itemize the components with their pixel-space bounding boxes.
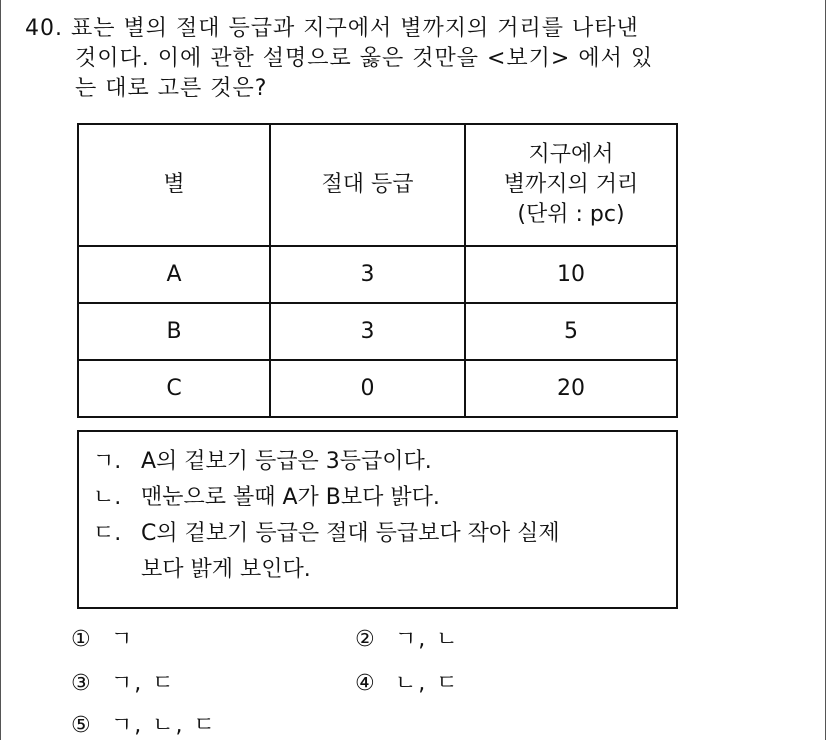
bogi-text-continuation: 보다 밝게 보인다. xyxy=(141,557,311,582)
choice-text: ㄱ, ㄷ xyxy=(111,671,176,696)
cell-abs-mag: 3 xyxy=(270,303,465,360)
bogi-text: C의 겉보기 등급은 절대 등급보다 작아 실제 xyxy=(141,521,560,546)
header-star: 별 xyxy=(78,124,270,246)
table-row xyxy=(78,303,677,360)
question-line-1: 40. 표는 별의 절대 등급과 지구에서 별까지의 거리를 나타낸 xyxy=(25,16,639,41)
bogi-mark: ㄱ. xyxy=(93,449,122,474)
cell-star: A xyxy=(78,246,270,303)
bogi-text: A의 겉보기 등급은 3등급이다. xyxy=(141,449,432,474)
bogi-statement xyxy=(93,480,676,516)
choice-number: ② xyxy=(355,627,377,652)
header-distance-line-2: 별까지의 거리 xyxy=(503,172,639,197)
choice-text: ㄱ, ㄴ, ㄷ xyxy=(111,713,217,738)
choice-number: ⑤ xyxy=(71,713,93,738)
question-text xyxy=(25,14,805,104)
choice-text: ㄴ, ㄷ xyxy=(395,671,460,696)
bogi-statement xyxy=(93,516,676,552)
header-distance xyxy=(465,124,677,246)
choice-number: ④ xyxy=(355,671,377,696)
question-line-2: 것이다. 이에 관한 설명으로 옳은 것만을 <보기> 에서 있 xyxy=(75,46,654,71)
answer-choice[interactable] xyxy=(355,666,460,697)
table-header-row xyxy=(78,124,677,246)
header-absolute-magnitude: 절대 등급 xyxy=(270,124,465,246)
cell-distance: 5 xyxy=(465,303,677,360)
answer-choice[interactable] xyxy=(71,666,176,697)
choice-text: ㄱ, ㄴ xyxy=(395,627,460,652)
cell-distance: 20 xyxy=(465,360,677,417)
bogi-mark: ㄴ. xyxy=(93,485,122,510)
cell-abs-mag: 3 xyxy=(270,246,465,303)
header-distance-line-3: (단위 : pc) xyxy=(517,202,625,227)
choice-text: ㄱ xyxy=(111,627,135,652)
star-table xyxy=(77,123,678,418)
choice-number: ① xyxy=(71,627,93,652)
cell-star: B xyxy=(78,303,270,360)
question-line-3: 는 대로 고른 것은? xyxy=(75,76,268,101)
table-row xyxy=(78,360,677,417)
answer-choice[interactable] xyxy=(71,708,217,739)
bogi-statement xyxy=(93,444,676,480)
answer-choice[interactable] xyxy=(71,622,134,653)
bogi-mark: ㄷ. xyxy=(93,521,122,546)
bogi-text: 맨눈으로 볼때 A가 B보다 밝다. xyxy=(141,485,440,510)
answer-choice[interactable] xyxy=(355,622,460,653)
choice-number: ③ xyxy=(71,671,93,696)
cell-star: C xyxy=(78,360,270,417)
cell-abs-mag: 0 xyxy=(270,360,465,417)
bogi-box xyxy=(77,430,678,609)
table-row xyxy=(78,246,677,303)
cell-distance: 10 xyxy=(465,246,677,303)
header-distance-line-1: 지구에서 xyxy=(528,142,614,167)
